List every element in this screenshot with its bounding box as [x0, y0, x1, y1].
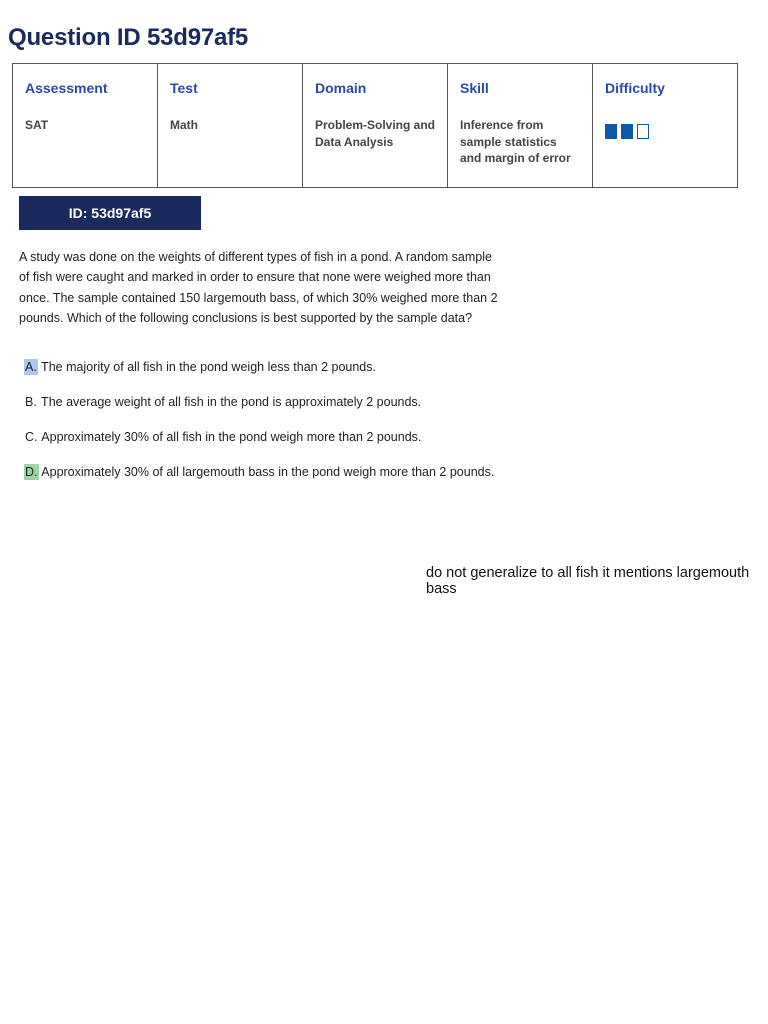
meta-header-test: Test — [170, 80, 198, 96]
meta-cell-skill — [448, 64, 593, 188]
meta-cell-test — [158, 64, 303, 188]
meta-header-assessment: Assessment — [25, 80, 108, 96]
difficulty-indicator — [605, 124, 725, 139]
question-id-badge: ID: 53d97af5 — [19, 196, 201, 230]
difficulty-bar-filled — [605, 124, 617, 139]
meta-header-skill: Skill — [460, 80, 489, 96]
answer-choice-b[interactable] — [24, 395, 421, 409]
meta-cell-assessment — [13, 64, 158, 188]
question-stem: A study was done on the weights of different types of fish in a pond. A random sample of fish were caught and marked in order to ensure that none were weighed more than once. The sample contained 150 largemouth bass, of which 30% weighed more than 2 pounds. Which of the following conclusions is best supported by the sample data? — [19, 250, 498, 326]
page-title: Question ID 53d97af5 — [8, 24, 249, 51]
choice-text-d: Approximately 30% of all largemouth bass in the pond weigh more than 2 pounds. — [38, 465, 495, 479]
answer-choice-c[interactable] — [24, 430, 421, 444]
answer-choice-d[interactable] — [24, 465, 494, 479]
meta-value-domain: Problem-Solving and Data Analysis — [315, 118, 436, 149]
meta-header-difficulty: Difficulty — [605, 80, 665, 96]
meta-value-skill: Inference from sample statistics and margin of error — [460, 118, 571, 165]
choice-text-c: Approximately 30% of all fish in the pond weigh more than 2 pounds. — [38, 430, 422, 444]
choice-letter-d: D. — [25, 465, 38, 479]
choice-letter-a: A. — [25, 360, 37, 374]
difficulty-bar-filled — [621, 124, 633, 139]
meta-cell-domain — [303, 64, 448, 188]
meta-header-domain: Domain — [315, 80, 367, 96]
annotation-note: do not generalize to all fish it mentions largemouth bass — [426, 565, 750, 597]
meta-value-assessment: SAT — [25, 118, 49, 132]
choice-letter-b: B. — [25, 395, 37, 409]
meta-cell-difficulty — [593, 64, 738, 188]
difficulty-bar-empty — [637, 124, 649, 139]
question-meta-table — [12, 63, 738, 188]
choice-letter-c: C. — [25, 430, 38, 444]
choice-text-b: The average weight of all fish in the pond is approximately 2 pounds. — [37, 395, 422, 409]
answer-choice-a[interactable] — [24, 360, 376, 374]
choice-text-a: The majority of all fish in the pond weigh less than 2 pounds. — [37, 360, 376, 374]
meta-value-test: Math — [170, 118, 198, 132]
